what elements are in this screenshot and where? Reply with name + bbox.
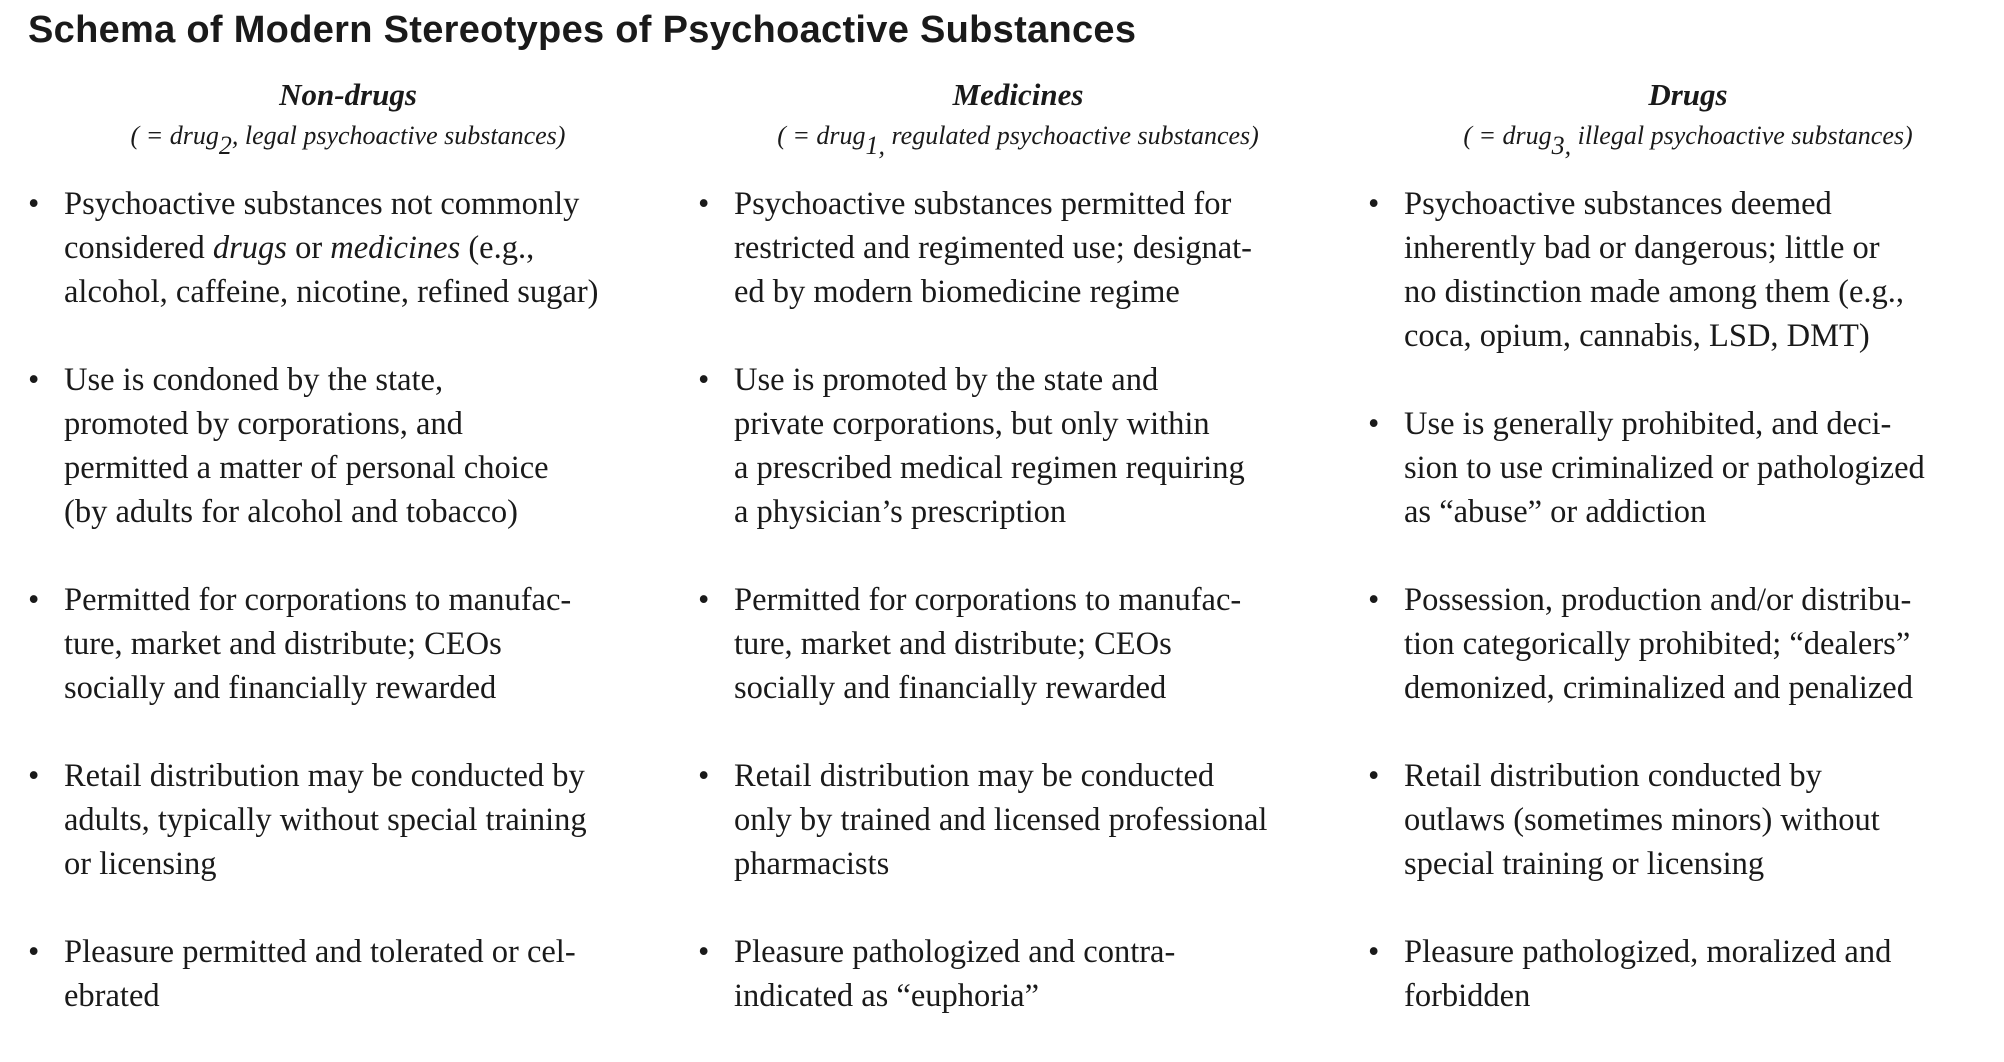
list-item: • Permitted for corporations to manufac- ture, market and distribute; CEOs socially and financially rewarded (698, 578, 1338, 710)
column-subtitle (28, 116, 668, 160)
bullet-icon: • (698, 582, 710, 618)
bullet-icon: • (698, 362, 710, 398)
bullet-list (698, 182, 1338, 1018)
bullet-icon: • (1368, 406, 1380, 442)
list-item: • Retail distribution may be conducted by adults, typically without special training or licensing (28, 754, 668, 886)
bullet-icon: • (28, 186, 40, 222)
column-heading: Drugs (1648, 77, 1728, 112)
bullet-icon: • (1368, 758, 1380, 794)
list-item: • Psychoactive substances deemed inherently bad or dangerous; little or no distinction made among them (e.g., coca, opium, cannabis, LSD, DMT) (1368, 182, 2004, 358)
subtitle-subscript: 3, (1551, 131, 1572, 160)
subtitle-rest: regulated psychoactive substances) (885, 121, 1259, 150)
list-item: • Psychoactive substances not commonly considered drugs or medicines (e.g., alcohol, caffeine, nicotine, refined sugar) (28, 182, 668, 314)
bullet-icon: • (28, 582, 40, 618)
bullet-list (1368, 182, 2004, 1018)
bullet-icon: • (698, 934, 710, 970)
list-item: • Use is generally prohibited, and deci- sion to use criminalized or pathologized as “abuse” or addiction (1368, 402, 2004, 534)
list-item: • Possession, production and/or distribu- tion categorically prohibited; “dealers” demonized, criminalized and penalized (1368, 578, 2004, 710)
bullet-icon: • (28, 758, 40, 794)
column-heading: Non-drugs (279, 77, 417, 112)
list-item: • Use is promoted by the state and private corporations, but only within a prescribed medical regimen requiring a physician’s prescription (698, 358, 1338, 534)
subtitle-rest: illegal psychoactive substances) (1571, 121, 1913, 150)
bullet-icon: • (28, 934, 40, 970)
list-item: • Pleasure pathologized and contra- indicated as “euphoria” (698, 930, 1338, 1018)
subtitle-open: ( = drug (130, 121, 219, 150)
bullet-icon: • (698, 758, 710, 794)
bullet-icon: • (1368, 934, 1380, 970)
list-item: • Pleasure permitted and tolerated or cel- ebrated (28, 930, 668, 1018)
bullet-icon: • (698, 186, 710, 222)
list-item: • Psychoactive substances permitted for restricted and regimented use; designat- ed by modern biomedicine regime (698, 182, 1338, 314)
list-item: • Use is condoned by the state, promoted by corporations, and permitted a matter of personal choice (by adults for alcohol and tobacco) (28, 358, 668, 534)
column-medicines (698, 74, 1338, 1062)
bullet-icon: • (1368, 186, 1380, 222)
subtitle-rest: , legal psychoactive substances) (231, 121, 566, 150)
subtitle-subscript: 2 (218, 131, 232, 160)
list-item: • Retail distribution may be conducted only by trained and licensed professional pharmacists (698, 754, 1338, 886)
subtitle-open: ( = drug (777, 121, 866, 150)
list-item: • Retail distribution conducted by outlaws (sometimes minors) without special training or licensing (1368, 754, 2004, 886)
bullet-icon: • (1368, 582, 1380, 618)
line-with-emphasis: considered drugs or medicines (e.g., (64, 230, 535, 266)
subtitle-subscript: 1, (865, 131, 886, 160)
column-drugs (1368, 74, 2004, 1062)
column-subtitle (1368, 116, 2004, 160)
column-subtitle (698, 116, 1338, 160)
column-non-drugs (28, 74, 668, 1062)
column-heading: Medicines (952, 77, 1084, 112)
list-item: • Pleasure pathologized, moralized and forbidden (1368, 930, 2004, 1018)
list-item: • Permitted for corporations to manufac- ture, market and distribute; CEOs socially and financially rewarded (28, 578, 668, 710)
page-title: Schema of Modern Stereotypes of Psychoactive Substances (28, 9, 1137, 51)
bullet-list (28, 182, 668, 1018)
bullet-icon: • (28, 362, 40, 398)
subtitle-open: ( = drug (1463, 121, 1552, 150)
